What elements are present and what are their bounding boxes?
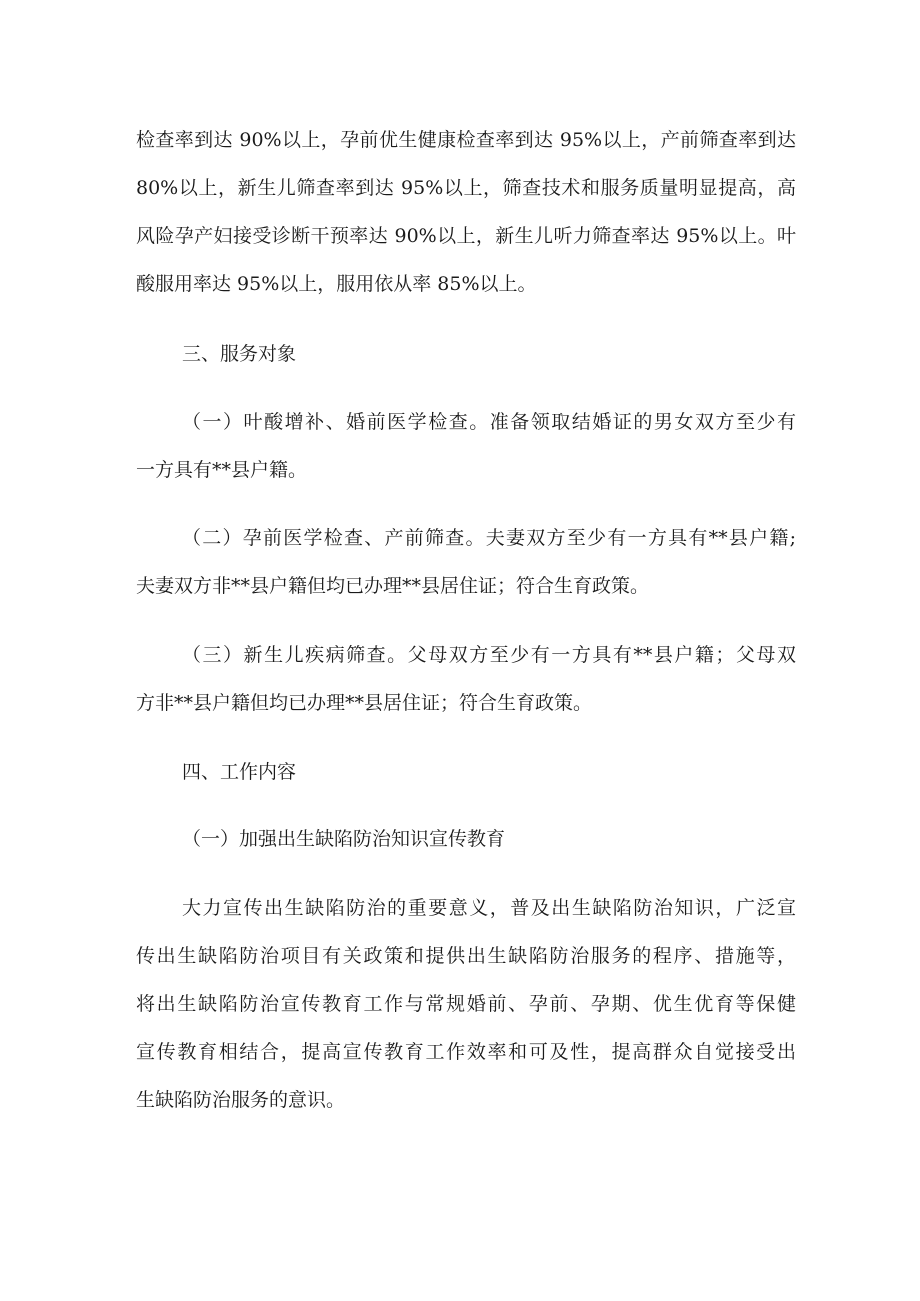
paragraph-line: （一）叶酸增补、婚前医学检查。准备领取结婚证的男女双方至少有	[182, 411, 796, 433]
paragraph-line: 80%以上，新生儿筛查率到达 95%以上，筛查技术和服务质量明显提高，高	[136, 177, 796, 199]
subsection-heading: （一）加强出生缺陷防治知识宣传教育	[182, 828, 506, 850]
paragraph-line: （三）新生儿疾病筛查。父母双方至少有一方具有**县户籍；父母双	[182, 644, 796, 666]
paragraph-line: 检查率到达 90%以上，孕前优生健康检查率到达 95%以上，产前筛查率到达	[136, 129, 796, 151]
paragraph-line: 生缺陷防治服务的意识。	[136, 1089, 346, 1111]
section-heading: 三、服务对象	[182, 343, 297, 365]
paragraph-line: 方非**县户籍但均已办理**县居住证；符合生育政策。	[136, 692, 593, 714]
paragraph-line: 风险孕产妇接受诊断干预率达 90%以上，新生儿听力筛查率达 95%以上。叶	[136, 225, 796, 247]
paragraph-line: 夫妻双方非**县户籍但均已办理**县居住证；符合生育政策。	[136, 575, 650, 597]
section-heading: 四、工作内容	[182, 761, 297, 783]
paragraph-line: 酸服用率达 95%以上，服用依从率 85%以上。	[136, 273, 537, 295]
paragraph-line: 一方具有**县户籍。	[136, 459, 308, 481]
paragraph-line: 宣传教育相结合，提高宣传教育工作效率和可及性，提高群众自觉接受出	[136, 1041, 796, 1063]
paragraph-line: （二）孕前医学检查、产前筛查。夫妻双方至少有一方具有**县户籍;	[182, 527, 796, 549]
paragraph-line: 将出生缺陷防治宣传教育工作与常规婚前、孕前、孕期、优生优育等保健	[136, 993, 796, 1015]
paragraph-line: 大力宣传出生缺陷防治的重要意义，普及出生缺陷防治知识，广泛宣	[182, 897, 796, 919]
paragraph-line: 传出生缺陷防治项目有关政策和提供出生缺陷防治服务的程序、措施等，	[136, 945, 796, 967]
